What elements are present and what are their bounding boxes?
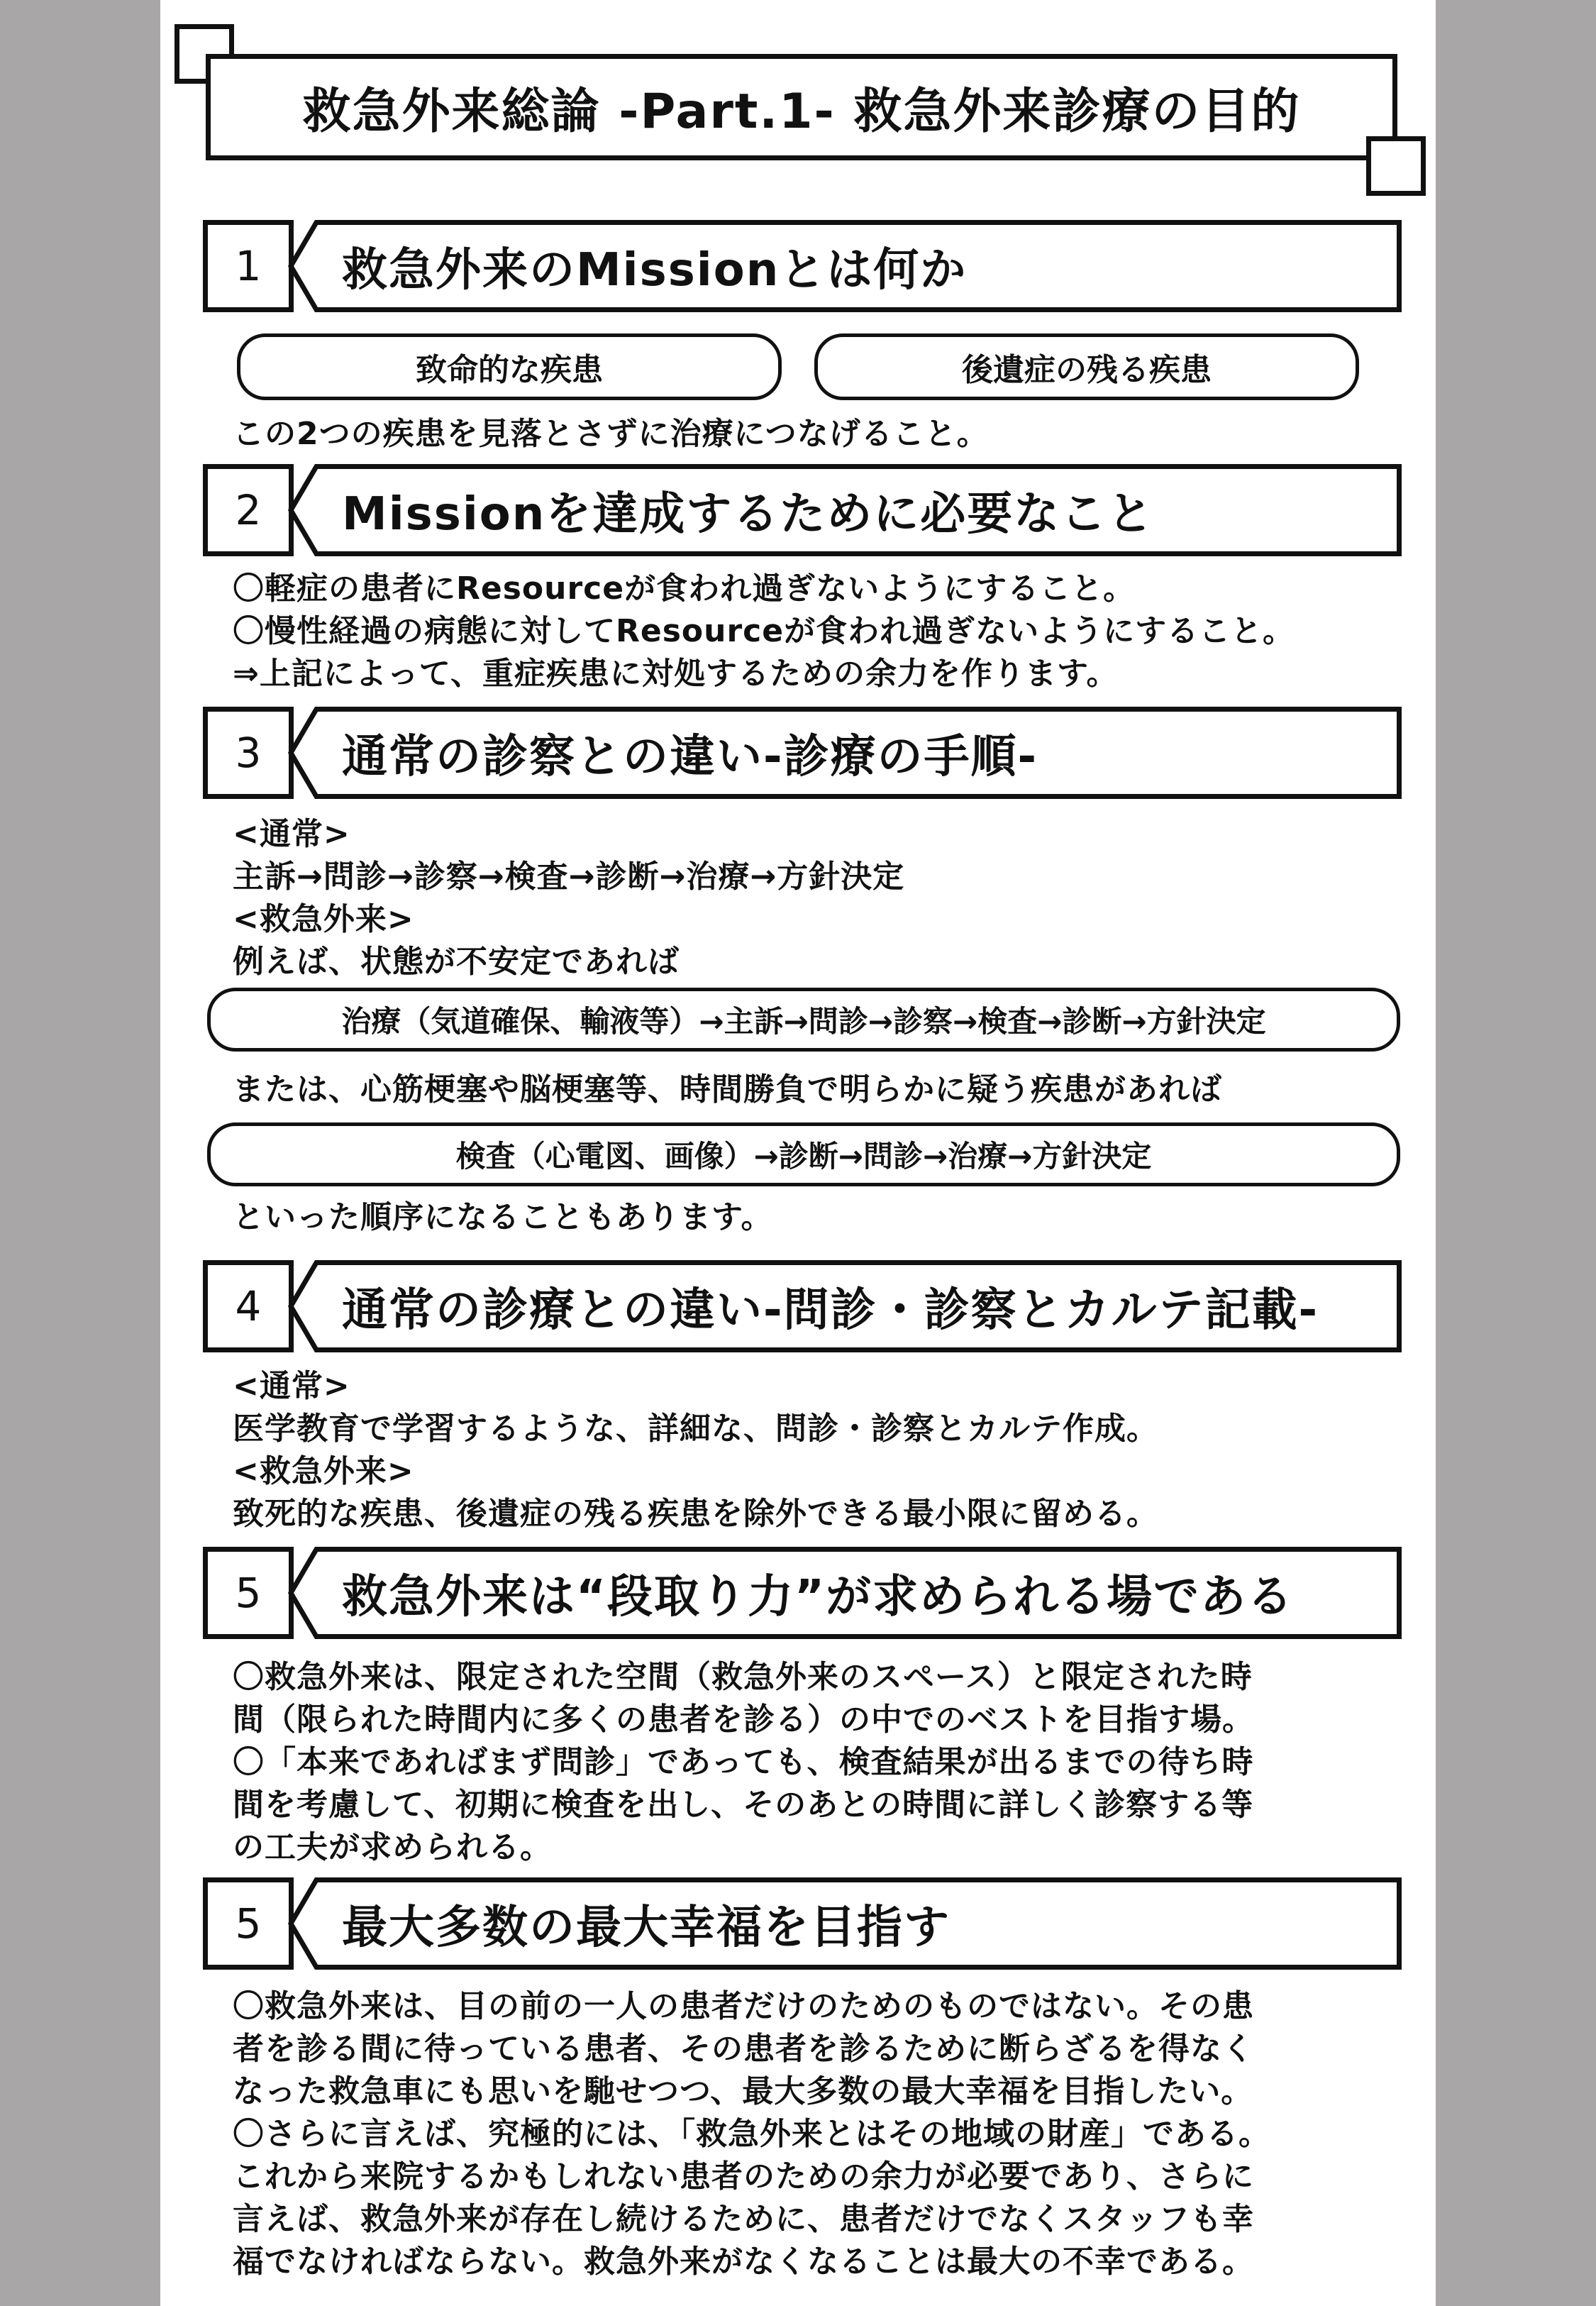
section-1-number: 1 (235, 242, 262, 290)
section-2-line: 〇軽症の患者にResourceが食われ過ぎないようにすること。 (233, 570, 1136, 607)
section-4-header (203, 1260, 1402, 1352)
section-5a-line: の工夫が求められる。 (233, 1829, 552, 1865)
section-5a-text (233, 1656, 1396, 1869)
section-5a-number: 5 (235, 1569, 262, 1617)
section-5a-line: 〇「本来であればまず問診」であっても、検査結果が出るまでの待ち時 (233, 1744, 1254, 1780)
section-5b-line: これから来院するかもしれない患者のための余力が必要であり、さらに (233, 2158, 1254, 2195)
section-3-mid-text: または、心筋梗塞や脳梗塞等、時間勝負で明らかに疑う疾患があれば (233, 1071, 1222, 1108)
section-5b-line: 者を診る間に待っている患者、その患者を診るために断らざるを得なく (233, 2031, 1254, 2067)
section-5b-line: 〇救急外来は、目の前の一人の患者だけのためのものではない。その患 (233, 1988, 1254, 2024)
section-1-header (203, 220, 1402, 312)
section-5b-heading: 最大多数の最大幸福を目指す (342, 1902, 951, 1954)
section-4-number: 4 (235, 1282, 262, 1330)
section-2-text (233, 568, 1396, 695)
section-3-line: 例えば、状態が不安定であれば (233, 944, 680, 980)
section-1-line: この2つの疾患を見落とさずに治療につなげること。 (233, 416, 989, 452)
pill-unstable-flow: 治療（気道確保、輸液等）→主訴→問診→診察→検査→診断→方針決定 (207, 988, 1400, 1052)
section-3-header (203, 707, 1402, 799)
title-corner-bottom-right (1366, 136, 1426, 196)
section-5a-line: 間（限られた時間内に多くの患者を診る）の中でのベストを目指す場。 (233, 1701, 1254, 1738)
section-4-line: <救急外来> (233, 1453, 414, 1489)
section-3-line: <通常> (233, 816, 350, 852)
section-3-line: 主訴→問診→診察→検査→診断→治療→方針決定 (233, 859, 905, 895)
section-2-line: ⇒上記によって、重症疾患に対処するための余力を作ります。 (233, 656, 1119, 692)
section-4-text (233, 1365, 1396, 1535)
section-5b-number: 5 (235, 1899, 262, 1948)
section-2-number: 2 (235, 486, 262, 534)
section-3-after-text: といった順序になることもあります。 (233, 1199, 773, 1235)
section-3-line: <救急外来> (233, 901, 414, 937)
section-2-heading: Missionを達成するために必要なこと (342, 488, 1155, 541)
pill-sequelae-disease: 後遺症の残る疾患 (814, 333, 1359, 400)
pill-urgent-flow: 検査（心電図、画像）→診断→問診→治療→方針決定 (207, 1122, 1400, 1186)
section-1-text (233, 413, 1396, 456)
section-5a-line: 間を考慮して、初期に検査を出し、そのあとの時間に詳しく診察する等 (233, 1787, 1254, 1823)
section-1-heading: 救急外来のMissionとは何か (342, 244, 968, 297)
section-5b-line: 福でなければならない。救急外来がなくなることは最大の不幸である。 (233, 2244, 1254, 2280)
section-4-line: <通常> (233, 1368, 350, 1404)
section-3-text (233, 813, 1396, 983)
page-title: 救急外来総論 -Part.1- 救急外来診療の目的 (206, 54, 1397, 160)
section-4-line: 医学教育で学習するような、詳細な、問診・診察とカルテ作成。 (233, 1411, 1158, 1447)
section-4-heading: 通常の診療との違い-問診・診察とカルテ記載- (342, 1284, 1319, 1337)
section-5b-line: なった救急車にも思いを馳せつつ、最大多数の最大幸福を目指したい。 (233, 2073, 1253, 2109)
section-4-line: 致死的な疾患、後遺症の残る疾患を除外できる最小限に留める。 (233, 1496, 1158, 1532)
section-5b-line: 〇さらに言えば、究極的には、「救急外来とはその地域の財産」である。 (233, 2116, 1270, 2152)
section-2-line: 〇慢性経過の病態に対してResourceが食われ過ぎないようにすること。 (233, 613, 1295, 649)
section-5a-header (203, 1547, 1402, 1639)
section-5b-text (233, 1985, 1396, 2283)
section-2-header (203, 464, 1402, 556)
pill-fatal-disease: 致命的な疾患 (237, 333, 782, 400)
section-5a-line: 〇救急外来は、限定された空間（救急外来のスペース）と限定された時 (233, 1659, 1253, 1695)
section-3-heading: 通常の診察との違い-診療の手順- (342, 731, 1038, 783)
section-5b-line: 言えば、救急外来が存在し続けるために、患者だけでなくスタッフも幸 (233, 2201, 1254, 2237)
section-3-number: 3 (235, 729, 262, 777)
section-5a-heading: 救急外来は“段取り力”が求められる場である (342, 1571, 1295, 1623)
section-5b-header (203, 1877, 1402, 1970)
